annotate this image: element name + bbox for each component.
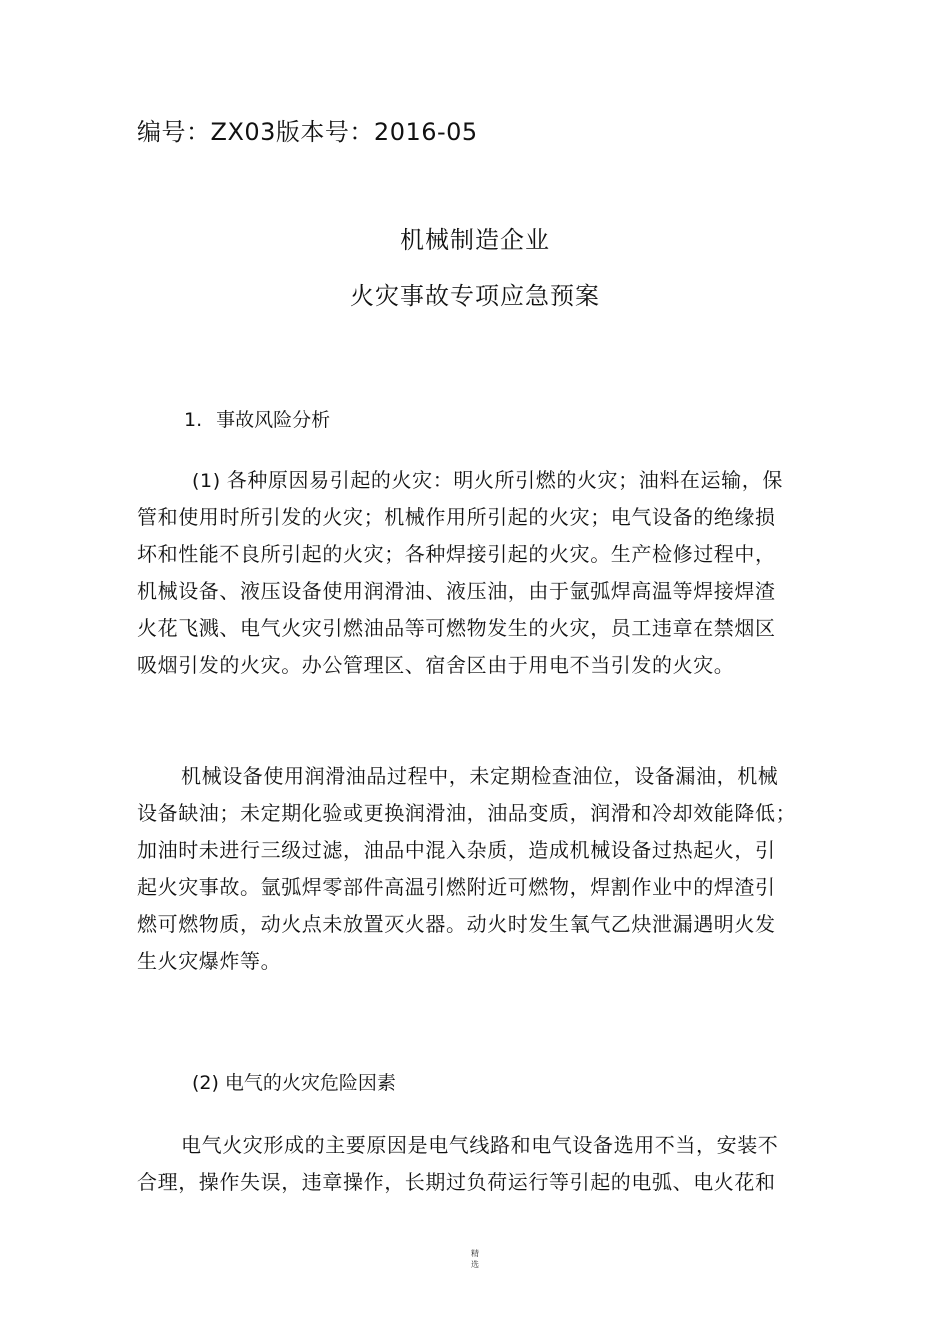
page-footer	[0, 1248, 950, 1270]
paragraph-line: 设备缺油；未定期化验或更换润滑油，油品变质，润滑和冷却效能降低；	[137, 801, 797, 825]
document-title-line2: 火灾事故专项应急预案	[350, 282, 600, 310]
paragraph-line: 吸烟引发的火灾。办公管理区、宿舍区由于用电不当引发的火灾。	[137, 653, 735, 677]
paragraph-line: 起火灾事故。氩弧焊零部件高温引燃附近可燃物，焊割作业中的焊渣引	[137, 875, 776, 899]
paragraph-lubrication	[137, 758, 817, 980]
footer-line: 精	[471, 1249, 479, 1258]
paragraph-electrical-fire	[137, 1127, 817, 1201]
paragraph-line: 合理，操作失误，违章操作，长期过负荷运行等引起的电弧、电火花和	[137, 1170, 776, 1194]
paragraph-line: 火花飞溅、电气火灾引燃油品等可燃物发生的火灾，员工违章在禁烟区	[137, 616, 776, 640]
paragraph-line: 管和使用时所引发的火灾；机械作用所引起的火灾；电气设备的绝缘损	[137, 505, 776, 529]
paragraph-line: (1) 各种原因易引起的火灾：明火所引燃的火灾；油料在运输，保	[192, 468, 783, 492]
document-code: 编号：ZX03版本号：2016-05	[137, 118, 478, 146]
section-number: (2)	[192, 1072, 219, 1094]
paragraph-line: 燃可燃物质，动火点未放置灭火器。动火时发生氧气乙炔泄漏遇明火发	[137, 912, 776, 936]
section-title: 事故风险分析	[216, 409, 331, 431]
paragraph-line: 电气火灾形成的主要原因是电气线路和电气设备选用不当，安装不	[181, 1133, 779, 1157]
section-title: 电气的火灾危险因素	[224, 1072, 396, 1094]
paragraph-line: 生火灾爆炸等。	[137, 949, 282, 973]
paragraph-fire-causes	[137, 462, 817, 684]
paragraph-line: 加油时未进行三级过滤，油品中混入杂质，造成机械设备过热起火，引	[137, 838, 776, 862]
paragraph-line: 机械设备、液压设备使用润滑油、液压油，由于氩弧焊高温等焊接焊渣	[137, 579, 776, 603]
section-heading-1	[184, 405, 330, 435]
paragraph-line: 坏和性能不良所引起的火灾；各种焊接引起的火灾。生产检修过程中，	[137, 542, 776, 566]
footer-line: 选	[471, 1260, 479, 1269]
document-title-line1: 机械制造企业	[400, 226, 550, 254]
paragraph-line: 机械设备使用润滑油品过程中，未定期检查油位，设备漏油，机械	[181, 764, 779, 788]
item-number: (1)	[192, 470, 221, 492]
section-number: 1.	[184, 409, 203, 431]
section-heading-2	[192, 1068, 396, 1098]
